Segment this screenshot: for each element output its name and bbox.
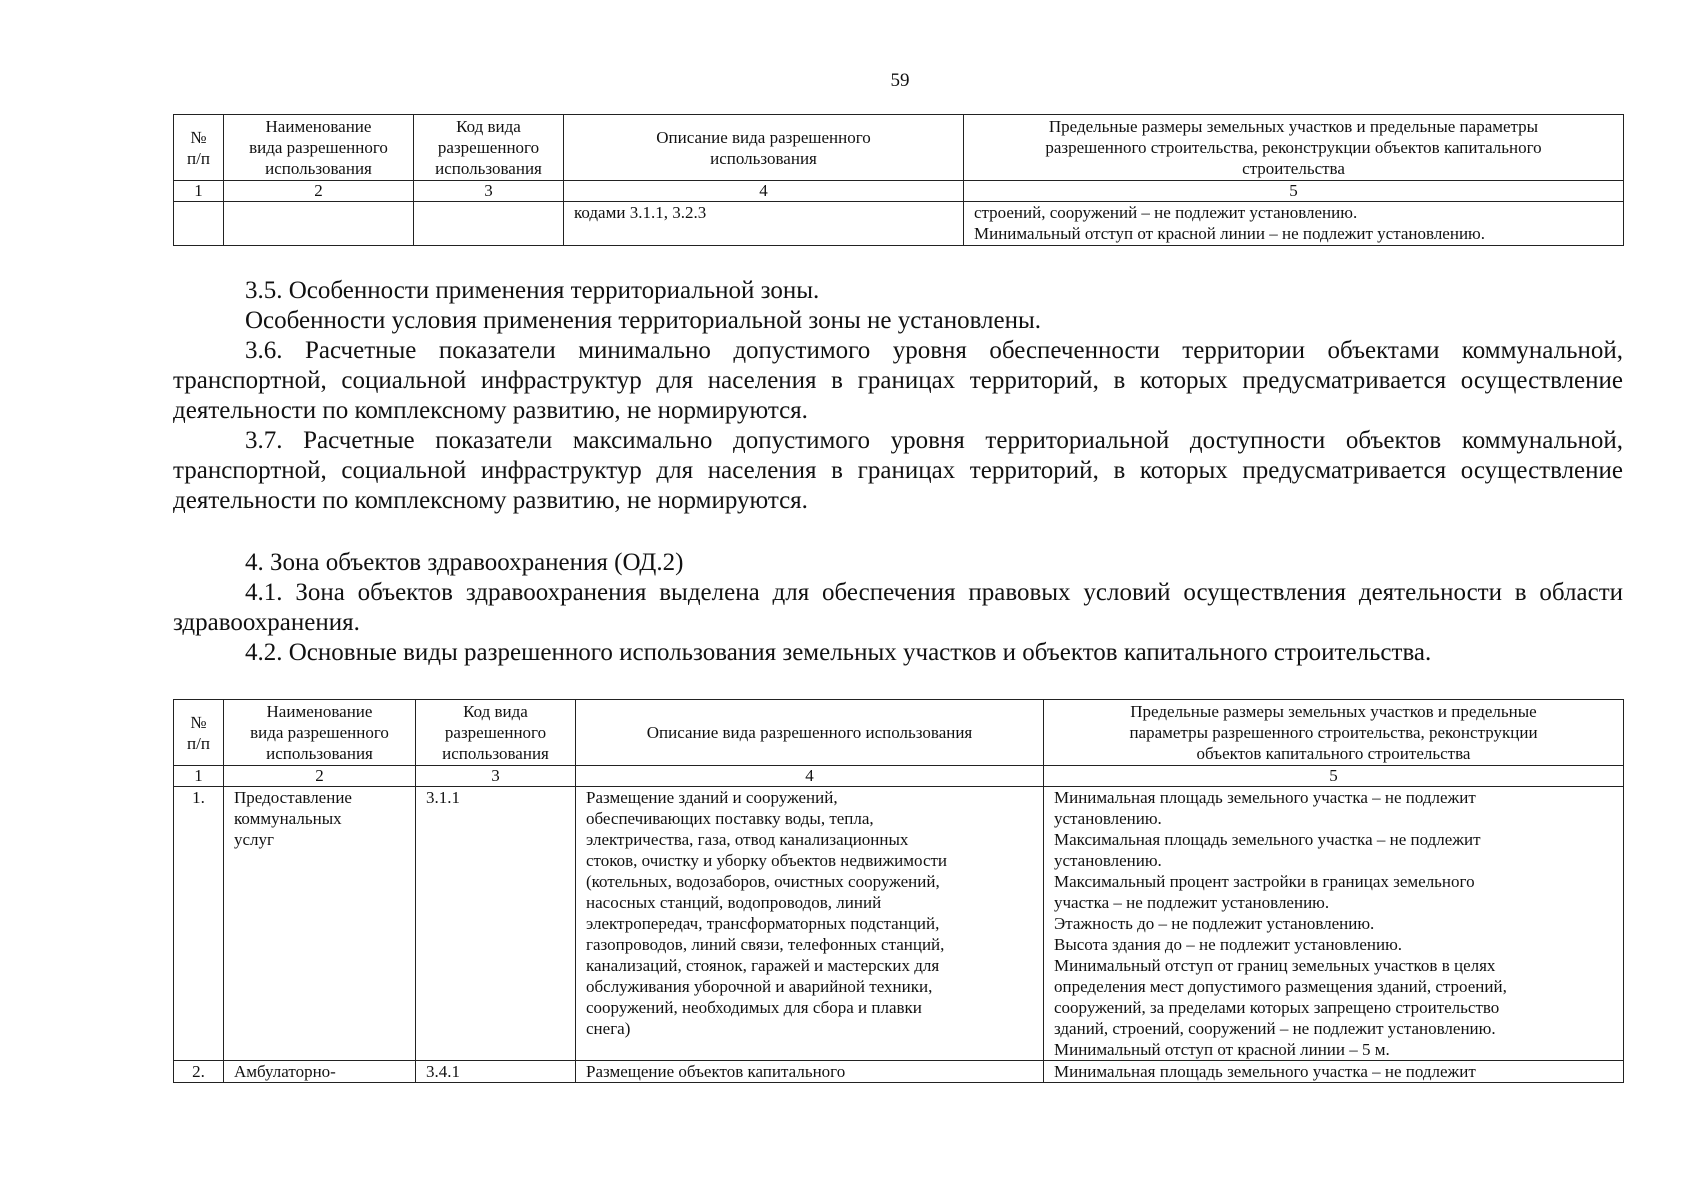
column-number: 3 (416, 766, 576, 787)
column-number: 1 (174, 766, 224, 787)
cell-num: 1. (174, 787, 224, 1061)
section-4-title: 4. Зона объектов здравоохранения (ОД.2) (245, 549, 684, 576)
table-continuation (173, 114, 1624, 246)
column-number: 3 (414, 181, 564, 202)
table-header-row (174, 700, 1624, 766)
cell-name: Амбулаторно- (224, 1061, 416, 1083)
paragraph-4-1: 4.1. Зона объектов здравоохранения выделена для обеспечения правовых условий осуществления деятельности в области здравоохранения. (173, 579, 1623, 636)
column-number: 5 (1044, 766, 1624, 787)
column-number-row (174, 766, 1624, 787)
cell-description: Размещение зданий и сооружений, обеспечивающих поставку воды, тепла, электричества, газа, отвод канализационных стоков, очистку и уборку объектов недвижимости (котельных, водозаборов, очистных сооружений, насосных станций, водопроводов, линий электропередач, трансформаторных подстанций, газопроводов, линий связи, телефонных станций, канализаций, стоянок, гаражей и мастерских для обслуживания уборочной и аварийной техники, сооружений, необходимых для сбора и плавки снега) (576, 787, 1044, 1061)
cell-name: Предоставление коммунальных услуг (224, 787, 416, 1061)
table-row (174, 1061, 1624, 1083)
header-parameters: Предельные размеры земельных участков и предельные параметры разрешенного строительства, реконструкции объектов капитального строительства (1044, 700, 1624, 766)
header-code: Код вида разрешенного использования (416, 700, 576, 766)
paragraph-3-6: 3.6. Расчетные показатели минимально допустимого уровня обеспеченности территории объектами коммунальной, транспортной, социальной инфраструктур для населения в границах территорий, в которых предусматривается осуществление деятельности по комплексному развитию, не нормируются. (173, 337, 1623, 424)
table-row (174, 202, 1624, 246)
cell-code: 3.1.1 (416, 787, 576, 1061)
cell-name (224, 202, 414, 246)
section-4-text (173, 548, 1623, 668)
header-parameters: Предельные размеры земельных участков и предельные параметры разрешенного строительства, реконструкции объектов капитального строительства (964, 115, 1624, 181)
table-row (174, 787, 1624, 1061)
header-description: Описание вида разрешенного использования (576, 700, 1044, 766)
header-name: Наименование вида разрешенного использования (224, 700, 416, 766)
column-number: 1 (174, 181, 224, 202)
header-num: № п/п (174, 115, 224, 181)
cell-parameters: Минимальная площадь земельного участка – не подлежит установлению. Максимальная площадь земельного участка – не подлежит установлению. Максимальный процент застройки в границах земельного участка – не подлежит установлению. Этажность до – не подлежит установлению. Высота здания до – не подлежит установлению. Минимальный отступ от границ земельных участков в целях определения мест допустимого размещения зданий, строений, сооружений, за пределами которых запрещено строительство зданий, строений, сооружений – не подлежит установлению. Минимальный отступ от красной линии – 5 м. (1044, 787, 1624, 1061)
header-name: Наименование вида разрешенного использования (224, 115, 414, 181)
cell-num (174, 202, 224, 246)
paragraph-4-2: 4.2. Основные виды разрешенного использования земельных участков и объектов капитального строительства. (245, 639, 1432, 666)
cell-description: кодами 3.1.1, 3.2.3 (564, 202, 964, 246)
page-number: 59 (890, 70, 910, 91)
header-num: № п/п (174, 700, 224, 766)
cell-code: 3.4.1 (416, 1061, 576, 1083)
column-number: 2 (224, 181, 414, 202)
column-number: 2 (224, 766, 416, 787)
cell-description: Размещение объектов капитального (576, 1061, 1044, 1083)
cell-parameters: Минимальная площадь земельного участка – не подлежит (1044, 1061, 1624, 1083)
table-permitted-uses (173, 699, 1624, 1083)
section-3-text (173, 276, 1623, 516)
header-code: Код вида разрешенного использования (414, 115, 564, 181)
paragraph-3-7: 3.7. Расчетные показатели максимально допустимого уровня территориальной доступности объектов коммунальной, транспортной, социальной инфраструктур для населения в границах территорий, в которых предусматривается осуществление деятельности по комплексному развитию, не нормируются. (173, 427, 1623, 514)
column-number-row (174, 181, 1624, 202)
column-number: 5 (964, 181, 1624, 202)
cell-parameters: строений, сооружений – не подлежит установлению. Минимальный отступ от красной линии – не подлежит установлению. (964, 202, 1624, 246)
table-header-row (174, 115, 1624, 181)
header-description: Описание вида разрешенного использования (564, 115, 964, 181)
column-number: 4 (576, 766, 1044, 787)
paragraph-3-5-text: Особенности условия применения территориальной зоны не установлены. (245, 307, 1042, 334)
cell-num: 2. (174, 1061, 224, 1083)
column-number: 4 (564, 181, 964, 202)
cell-code (414, 202, 564, 246)
paragraph-3-5: 3.5. Особенности применения территориальной зоны. (245, 277, 820, 304)
